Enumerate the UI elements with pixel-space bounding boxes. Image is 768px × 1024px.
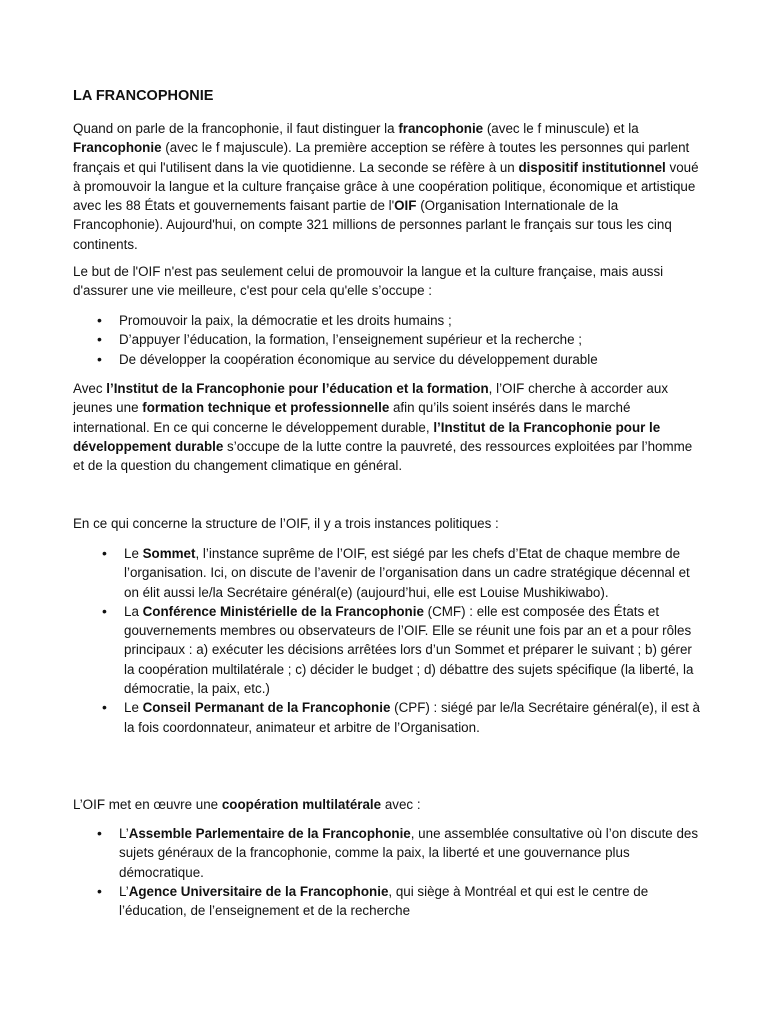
text-run: Promouvoir la paix, la démocratie et les droits humains ; bbox=[119, 313, 452, 328]
text-run: s’occupe de la lutte contre la pauvreté, des ressources exploitées par l’homme et de la question du changement climatique en général. bbox=[73, 438, 693, 474]
cooperation-list bbox=[119, 824, 714, 920]
text-run: L’ bbox=[119, 826, 129, 841]
text-run: Le bbox=[124, 700, 143, 716]
structure-paragraph bbox=[73, 514, 703, 533]
list-item bbox=[124, 698, 704, 737]
page-title: LA FRANCOPHONIE bbox=[73, 88, 214, 104]
text-run: voué à promouvoir la langue et la culture française grâce à une coopération politique, économique et artistique avec les 88 États et gouvernements faisant partie de l' bbox=[73, 159, 699, 214]
text-run: afin qu’ils soient insérés dans le marché international. En ce qui concerne le développement durable, bbox=[73, 400, 631, 435]
list-item bbox=[119, 350, 709, 369]
list-item bbox=[119, 824, 714, 882]
goal-paragraph bbox=[73, 262, 703, 301]
bold-text: Assemble Parlementaire de la Francophonie bbox=[128, 826, 411, 841]
intro-paragraph bbox=[73, 119, 703, 254]
text-run: avec : bbox=[381, 797, 421, 812]
text-run: (CPF) : siégé par le/la Secrétaire général(e), il est à la fois coordonnateur, animateur et arbitre de l’Organisation. bbox=[124, 700, 701, 735]
list-item bbox=[124, 544, 704, 602]
bold-text: OIF bbox=[394, 198, 417, 214]
list-item bbox=[119, 882, 714, 921]
bold-text: francophonie bbox=[398, 121, 484, 136]
bold-text: coopération multilatérale bbox=[221, 797, 382, 812]
text-run: Le but de l'OIF n'est pas seulement celui de promouvoir la langue et la culture française, mais aussi d'assurer une vie meilleure, c'est pour cela qu'elle s’occupe : bbox=[73, 264, 664, 299]
institutes-paragraph bbox=[73, 379, 703, 475]
text-run: (avec le f majuscule). La première acception se réfère à toutes les personnes qui parlent français et qui l'utilisent dans la vie quotidienne. La seconde se réfère à un bbox=[73, 140, 690, 175]
text-run: Quand on parle de la francophonie, il faut distinguer la bbox=[73, 121, 399, 136]
text-run: La bbox=[124, 603, 143, 619]
bold-text: Sommet bbox=[142, 546, 196, 561]
list-item bbox=[124, 602, 704, 698]
text-run: , qui siège à Montréal et qui est le centre de l’éducation, de l’enseignement et de la recherche bbox=[119, 883, 649, 919]
text-run: , une assemblée consultative où l’on discute des sujets généraux de la francophonie, comme la paix, la liberté et une gouvernance plus démocratique. bbox=[119, 826, 699, 880]
text-run: (avec le f minuscule) et la bbox=[483, 121, 639, 136]
bold-text: Conseil Permanant de la Francophonie bbox=[142, 700, 391, 716]
list-item bbox=[119, 330, 709, 349]
bold-text: dispositif institutionnel bbox=[518, 159, 666, 175]
bold-text: Francophonie bbox=[73, 140, 162, 156]
text-run: L’OIF met en œuvre une bbox=[73, 797, 222, 812]
bold-text: Agence Universitaire de la Francophonie bbox=[128, 883, 389, 899]
bold-text: l’Institut de la Francophonie pour le développement durable bbox=[73, 419, 661, 454]
text-run: , l’OIF cherche à accorder aux jeunes une bbox=[73, 381, 669, 416]
bold-text: l’Institut de la Francophonie pour l’éducation et la formation bbox=[106, 381, 489, 396]
text-run: D’appuyer l’éducation, la formation, l’enseignement supérieur et la recherche ; bbox=[119, 332, 582, 348]
text-run: (CMF) : elle est composée des États et gouvernements membres ou observateurs de l’OIF. Elle se réunit une fois par an et a pour rôles principaux : a) exécuter les décisions arrêtées lors d’un Sommet et préparer le suivant ; b) gérer la coopération multilatérale ; c) décider le budget ; d) débattre des sujets spécifique (la liberté, la démocratie, la paix, etc.) bbox=[124, 603, 694, 697]
bold-text: Conférence Ministérielle de la Francophonie bbox=[142, 603, 424, 619]
text-run: , l’instance suprême de l’OIF, est siégé par les chefs d’Etat de chaque membre de l’organisation. Ici, on discute de l’avenir de l’organisation dans un cadre stratégique décennal et on élit aussi le/la Secrétaire général(e) (aujourd’hui, elle est Louise Mushikiwabo). bbox=[124, 546, 690, 600]
goal-list bbox=[119, 311, 709, 369]
text-run: De développer la coopération économique au service du développement durable bbox=[119, 351, 598, 367]
text-run: Avec bbox=[73, 381, 107, 396]
list-item bbox=[119, 311, 709, 330]
bold-text: formation technique et professionnelle bbox=[142, 400, 390, 416]
text-run: (Organisation Internationale de la Francophonie). Aujourd'hui, on compte 321 millions de personnes parlant le français sur tous les cinq continents. bbox=[73, 198, 672, 252]
structure-list bbox=[124, 544, 704, 737]
text-run: L’ bbox=[119, 883, 129, 899]
text-run: En ce qui concerne la structure de l’OIF, il y a trois instances politiques : bbox=[73, 516, 499, 531]
text-run: Le bbox=[124, 546, 143, 561]
cooperation-paragraph bbox=[73, 795, 703, 814]
